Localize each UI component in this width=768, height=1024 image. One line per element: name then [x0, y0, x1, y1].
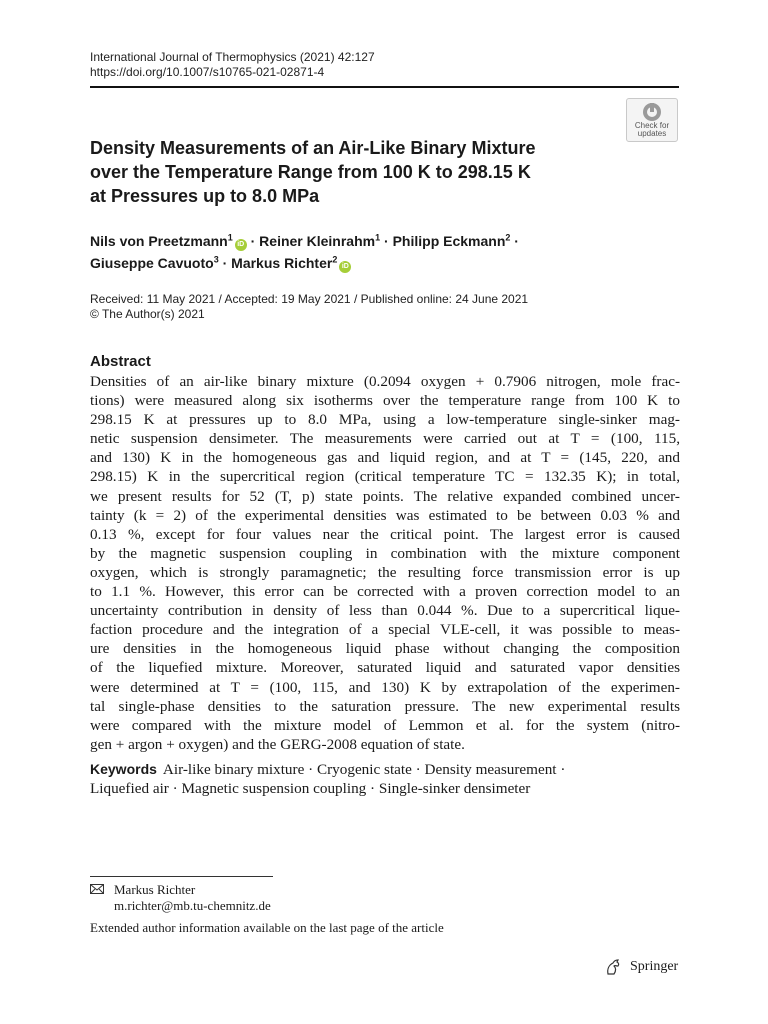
check-for-updates-badge[interactable]: [626, 98, 678, 142]
corresponding-author-name: Markus Richter: [114, 882, 196, 897]
publication-dates: Received: 11 May 2021 / Accepted: 19 May 2021 / Published online: 24 June 2021: [90, 292, 529, 306]
abstract-line: oxygen, which is strongly paramagnetic; the resulting force transmission error is up: [90, 563, 680, 581]
author-name[interactable]: Reiner Kleinrahm: [259, 233, 376, 249]
abstract-line: netic suspension densimeter. The measurements were carried out at T = (100, 115,: [90, 430, 680, 448]
keywords-label: Keywords: [90, 761, 157, 777]
author-line: [90, 230, 650, 252]
affiliation-mark: 2: [332, 254, 338, 265]
abstract-line: 298.15) K in the supercritical region (critical temperature TC = 132.35 K); in total,: [90, 468, 680, 486]
abstract-heading: Abstract: [90, 353, 151, 370]
abstract-line: 0.13 %, except for four values near the critical point. The largest error is caused: [90, 525, 680, 543]
badge-line-2: updates: [637, 129, 667, 138]
abstract-line: by the magnetic suspension coupling in combination with the mixture component: [90, 544, 680, 562]
orcid-icon[interactable]: iD: [235, 239, 247, 251]
affiliation-mark: 1: [375, 232, 381, 243]
footnote-rule: [90, 876, 273, 877]
doi-link[interactable]: https://doi.org/10.1007/s10765-021-02871-4: [90, 65, 325, 79]
abstract-line: gen + argon + oxygen) and the GERG-2008 equation of state.: [90, 735, 465, 753]
author-name[interactable]: Markus Richter: [231, 255, 333, 271]
abstract-line: tal single-phase densities to the saturation pressure. The new experimental results: [90, 697, 680, 715]
author-line: [90, 252, 650, 274]
springer-horse-icon: [604, 958, 622, 976]
affiliation-mark: 2: [505, 232, 511, 243]
author-name[interactable]: Philipp Eckmann: [392, 233, 506, 249]
journal-citation: International Journal of Thermophysics (2021) 42:127: [90, 50, 375, 64]
author-separator: ·: [514, 233, 519, 249]
badge-line-1: Check for: [634, 121, 670, 130]
author-separator: ·: [384, 233, 389, 249]
corresponding-author-email[interactable]: m.richter@mb.tu-chemnitz.de: [114, 898, 271, 913]
abstract-line: uncertainty contribution in density of less than 0.044 %. Due to a supercritical lique-: [90, 602, 680, 620]
abstract-line: were determined at T = (100, 115, and 130) K by extrapolation of the experimen-: [90, 678, 680, 696]
author-name[interactable]: Giuseppe Cavuoto: [90, 255, 214, 271]
title-line: Density Measurements of an Air-Like Binary Mixture: [90, 138, 536, 158]
keywords-line: Liquefied air · Magnetic suspension coupling · Single-sinker densimeter: [90, 780, 531, 797]
title-line: over the Temperature Range from 100 K to 298.15 K: [90, 162, 531, 182]
paper-title: [90, 136, 610, 208]
orcid-icon[interactable]: iD: [339, 261, 351, 273]
publisher-logo: [604, 958, 678, 978]
abstract-line: ure densities in the homogeneous liquid phase without changing the composition: [90, 640, 680, 658]
header-rule: [90, 86, 679, 88]
publisher-name: Springer: [630, 959, 679, 975]
copyright-notice: © The Author(s) 2021: [90, 307, 205, 321]
extended-info-note: Extended author information available on the last page of the article: [90, 920, 444, 935]
abstract-line: we present results for 52 (T, p) state points. The relative expanded combined uncer-: [90, 487, 680, 505]
affiliation-mark: 3: [213, 254, 219, 265]
envelope-icon: [90, 884, 104, 894]
author-list: [90, 230, 650, 274]
abstract-line: Densities of an air-like binary mixture (0.2094 oxygen + 0.7906 nitrogen, mole frac-: [90, 373, 680, 390]
check-for-updates-icon: [641, 102, 663, 122]
abstract-line: 298.15 K at pressures up to 8.0 MPa, using a low-temperature single-sinker mag-: [90, 411, 680, 429]
abstract-line: and 130) K in the homogeneous gas and liquid region, and at T = (145, 220, and: [90, 449, 680, 467]
abstract-line: to 1.1 %. However, this error can be corrected with a proven correction model to an: [90, 583, 680, 601]
keywords-line: [90, 760, 690, 779]
affiliation-mark: 1: [227, 232, 233, 243]
abstract-line: faction procedure and the integration of a special VLE-cell, it was possible to meas-: [90, 621, 680, 639]
abstract-line: were compared with the mixture model of Lemmon et al. for the system (nitro-: [90, 716, 680, 734]
abstract-line: of the liquefied mixture. Moreover, saturated liquid and saturated vapor densities: [90, 659, 680, 677]
abstract-line: tions) were measured along six isotherms over the temperature range from 100 K to: [90, 392, 680, 410]
author-name[interactable]: Nils von Preetzmann: [90, 233, 228, 249]
author-separator: ·: [222, 255, 228, 271]
abstract-body: [90, 372, 680, 754]
abstract-line: tainty (k = 2) of the experimental densities was estimated to be between 0.03 % and: [90, 506, 680, 524]
author-separator: ·: [250, 233, 256, 249]
keywords-text: Air-like binary mixture · Cryogenic state · Density measurement ·: [162, 761, 566, 778]
keywords-block: [90, 760, 690, 798]
title-line: at Pressures up to 8.0 MPa: [90, 186, 320, 206]
